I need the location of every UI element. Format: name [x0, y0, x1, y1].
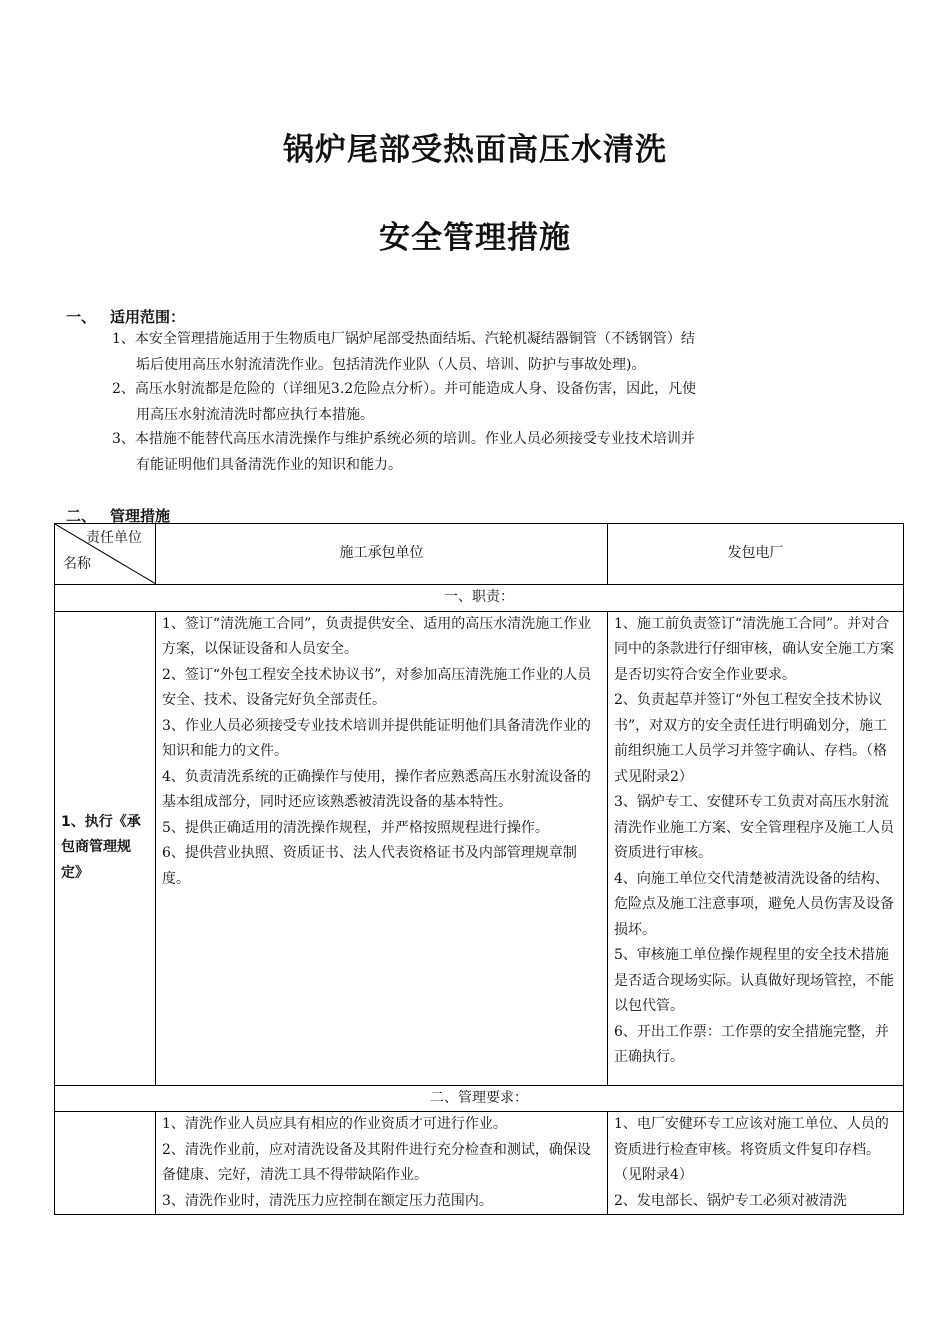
scope-item-line: 有能证明他们具备清洗作业的知识和能力。 [136, 457, 402, 473]
list-item: 2、清洗作业前，应对清洗设备及其附件进行充分检查和测试，确保设备健康、完好，清洗工具不得带缺陷作业。 [162, 1141, 591, 1183]
document-title-line2: 安全管理措施 [379, 220, 571, 256]
scope-item-1 [112, 326, 816, 378]
corner-header-cell [55, 524, 156, 585]
scope-item-3 [112, 426, 816, 478]
table-row [55, 611, 904, 1085]
list-item: 2、负责起草并签订“外包工程安全技术协议书”，对双方的安全责任进行明确划分，施工前组织施工人员学习并签字确认、存档。（格式见附录2） [614, 692, 888, 785]
scope-item-line: 3、本措施不能替代高压水清洗操作与维护系统必须的培训。作业人员必须接受专业技术培训并 [112, 431, 695, 447]
list-item: 4、负责清洗系统的正确操作与使用，操作者应熟悉高压水射流设备的基本组成部分，同时还应该熟悉被清洗设备的基本特性。 [162, 768, 591, 810]
section1-title: 适用范围： [110, 308, 186, 326]
document-title-line1: 锅炉尾部受热面高压水清洗 [283, 132, 667, 168]
list-item: 1、清洗作业人员应具有相应的作业资质才可进行作业。 [162, 1116, 507, 1132]
list-item: 2、签订“外包工程安全技术协议书”，对参加高压清洗施工作业的人员安全、技术、设备完好负全部责任。 [162, 666, 592, 708]
scope-item-line: 1、本安全管理措施适用于生物质电厂锅炉尾部受热面结垢、汽轮机凝结器铜管（不锈钢管）结 [112, 331, 695, 347]
contractor-requirements-cell [156, 1112, 608, 1215]
list-item: 2、发电部长、锅炉专工必须对被清洗 [614, 1192, 847, 1209]
scope-item-2 [112, 376, 816, 428]
header-contractor: 施工承包单位 [156, 524, 608, 585]
management-table [54, 523, 904, 1215]
list-item: 6、开出工作票：工作票的安全措施完整，并正确执行。 [614, 1023, 889, 1065]
list-item: 3、作业人员必须接受专业技术培训并提供能证明他们具备清洗作业的知识和能力的文件。 [162, 717, 591, 759]
list-item: 3、锅炉专工、安健环专工负责对高压水射流清洗作业施工方案、安全管理程序及施工人员资质进行审核。 [614, 794, 894, 861]
list-item: 4、向施工单位交代清楚被清洗设备的结构、危险点及施工注意事项，避免人员伤害及设备损坏。 [614, 870, 894, 938]
header-plant: 发包电厂 [608, 524, 904, 585]
list-item: 5、提供正确适用的清洗操作规程，并严格按照规程进行操作。 [162, 819, 549, 836]
plant-requirements-cell [608, 1112, 904, 1215]
group-row-duties [55, 585, 904, 612]
group-label: 一、职责： [55, 585, 904, 612]
section2-title: 管理措施 [110, 507, 171, 525]
contractor-duties-cell [156, 611, 608, 1085]
group-label: 二、管理要求： [55, 1085, 904, 1112]
corner-label-bottom: 名称 [63, 556, 91, 572]
row-label: 1、执行《承包商管理规定》 [55, 611, 156, 1085]
section1-heading [66, 306, 185, 327]
group-row-requirements [55, 1085, 904, 1112]
list-item: 1、电厂安健环专工应该对施工单位、人员的资质进行检查审核。将资质文件复印存档。（见附录4） [614, 1116, 889, 1183]
list-item: 1、签订“清洗施工合同”，负责提供安全、适用的高压水清洗施工作业方案，以保证设备和人员安全。 [162, 615, 592, 657]
corner-label-top: 责任单位 [86, 530, 142, 546]
section2-number: 二、 [66, 507, 97, 525]
list-item: 6、提供营业执照、资质证书、法人代表资格证书及内部管理规章制度。 [162, 845, 577, 887]
scope-item-line: 用高压水射流清洗时都应执行本措施。 [136, 407, 374, 423]
list-item: 5、审核施工单位操作规程里的安全技术措施是否适合现场实际。认真做好现场管控，不能以包代管。 [614, 947, 894, 1014]
table-row [55, 1112, 904, 1215]
plant-duties-cell [608, 611, 904, 1085]
table-header-row [55, 524, 904, 585]
scope-item-line: 垢后使用高压水射流清洗作业。包括清洗作业队（人员、培训、防护与事故处理)。 [136, 357, 646, 373]
scope-item-line: 2、高压水射流都是危险的（详细见3.2危险点分析）。并可能造成人身、设备伤害，因此，凡使 [112, 381, 697, 397]
row-label [55, 1112, 156, 1215]
section1-number: 一、 [66, 308, 97, 326]
list-item: 3、清洗作业时，清洗压力应控制在额定压力范围内。 [162, 1192, 493, 1209]
list-item: 1、施工前负责签订“清洗施工合同”。并对合同中的条款进行仔细审核，确认安全施工方案是否切实符合安全作业要求。 [614, 615, 894, 683]
